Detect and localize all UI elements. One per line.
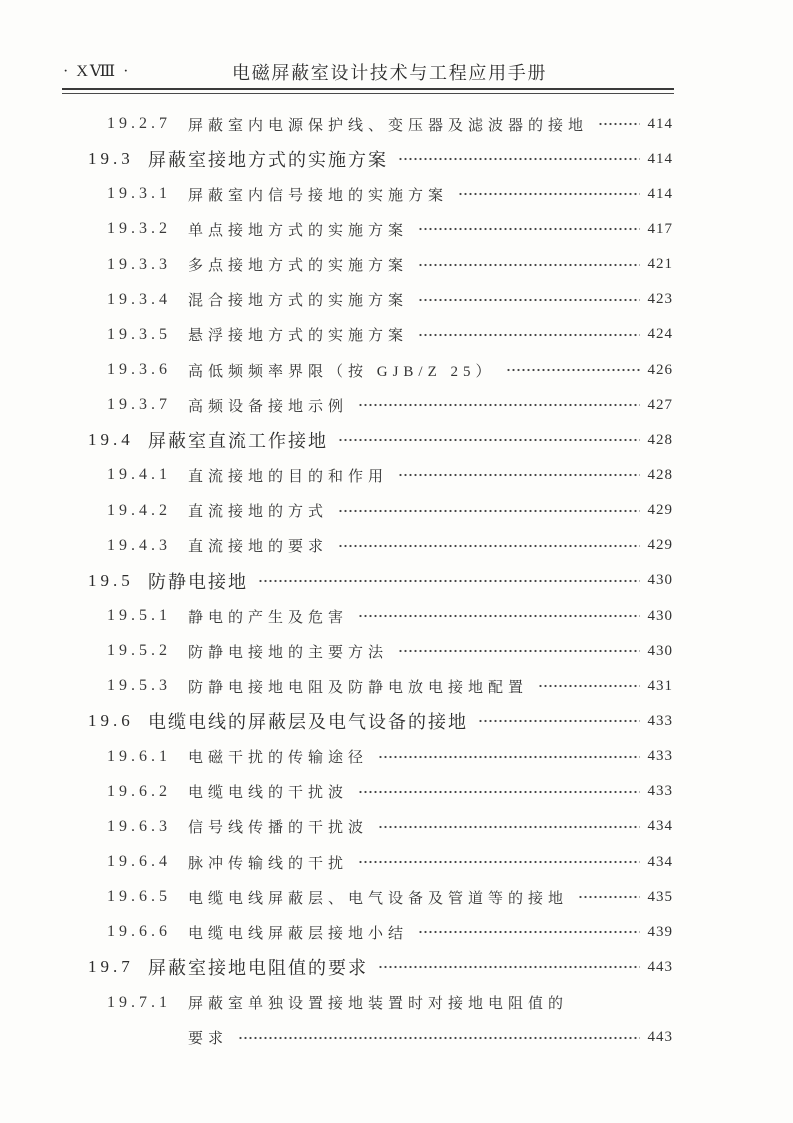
header-rule <box>62 88 674 90</box>
entry-title: 高低频频率界限（按 GJB/Z 25） <box>188 363 496 380</box>
toc-entry <box>0 107 793 142</box>
toc-entry <box>0 598 793 633</box>
entry-page-number: 433 <box>647 712 673 729</box>
entry-number: 19.5.3 <box>107 677 171 695</box>
entry-page-number: 435 <box>647 888 673 905</box>
dot-leader <box>598 121 639 127</box>
dot-leader <box>398 472 639 478</box>
dot-leader <box>358 789 639 795</box>
dot-leader <box>538 683 639 689</box>
dot-leader <box>478 718 640 724</box>
toc-entry <box>0 774 793 809</box>
dot-leader <box>418 262 639 268</box>
toc-entry <box>0 634 793 669</box>
toc-entry <box>0 528 793 563</box>
entry-title: 静电的产生及危害 <box>188 609 349 626</box>
entry-page-number: 439 <box>647 923 673 940</box>
entry-number: 19.2.7 <box>107 115 171 133</box>
entry-page-number: 428 <box>647 466 673 483</box>
entry-page-number: 414 <box>647 115 673 132</box>
toc-entry <box>0 985 793 1020</box>
dot-leader <box>358 613 639 619</box>
entry-number: 19.5.2 <box>107 642 171 660</box>
entry-number: 19.6.2 <box>107 782 171 800</box>
entry-number: 19.3.6 <box>107 361 171 379</box>
dot-leader <box>418 297 639 303</box>
dot-leader <box>258 578 640 584</box>
entry-page-number: 431 <box>647 677 673 694</box>
entry-page-number: 434 <box>647 853 673 870</box>
toc-entry <box>0 247 793 282</box>
entry-page-number: 443 <box>647 958 673 975</box>
entry-title: 单点接地方式的实施方案 <box>188 222 409 239</box>
toc-entry-continued <box>0 1020 793 1055</box>
dot-leader <box>398 648 639 654</box>
entry-number: 19.3.4 <box>107 290 171 308</box>
dot-leader <box>378 824 639 830</box>
entry-number: 19.4.3 <box>107 536 171 554</box>
entry-number: 19.6 <box>88 711 134 731</box>
dot-leader <box>358 402 639 408</box>
entry-title: 直流接地的方式 <box>188 504 329 521</box>
entry-title: 要求 <box>188 1031 229 1048</box>
entry-number: 19.3.7 <box>107 396 171 414</box>
entry-number: 19.4.1 <box>107 466 171 484</box>
toc-entry <box>0 212 793 247</box>
entry-page-number: 429 <box>647 502 673 519</box>
entry-number: 19.7.1 <box>107 993 171 1011</box>
entry-title: 电缆电线屏蔽层、电气设备及管道等的接地 <box>188 890 569 907</box>
entry-page-number: 423 <box>647 291 673 308</box>
toc-entry <box>0 388 793 423</box>
entry-title: 屏蔽室接地方式的实施方案 <box>148 150 388 171</box>
entry-page-number: 426 <box>647 361 673 378</box>
dot-leader <box>418 332 639 338</box>
entry-number: 19.6.4 <box>107 853 171 871</box>
entry-title: 屏蔽室内电源保护线、变压器及滤波器的接地 <box>188 117 589 134</box>
entry-number: 19.3.5 <box>107 325 171 343</box>
entry-number: 19.5 <box>88 570 134 590</box>
toc-entry <box>0 915 793 950</box>
toc-entry <box>0 142 793 177</box>
entry-page-number: 424 <box>647 326 673 343</box>
entry-title: 防静电接地 <box>148 571 248 592</box>
toc-entry <box>0 739 793 774</box>
dot-leader <box>238 1035 639 1041</box>
entry-title: 防静电接地的主要方法 <box>188 644 389 661</box>
entry-title: 电磁干扰的传输途径 <box>188 750 369 767</box>
page-number-mark: · XⅧ · <box>63 63 131 80</box>
entry-title: 屏蔽室直流工作接地 <box>148 431 328 452</box>
entry-title: 高频设备接地示例 <box>188 398 349 415</box>
entry-page-number: 430 <box>647 607 673 624</box>
dot-leader <box>578 894 639 900</box>
dot-leader <box>398 156 640 162</box>
toc-entry <box>0 809 793 844</box>
entry-number: 19.6.5 <box>107 888 171 906</box>
entry-number: 19.6.3 <box>107 817 171 835</box>
entry-title: 多点接地方式的实施方案 <box>188 258 409 275</box>
entry-number: 19.3 <box>88 149 134 169</box>
entry-title: 电缆电线的干扰波 <box>188 785 349 802</box>
running-header-title: 电磁屏蔽室设计技术与工程应用手册 <box>232 63 548 83</box>
toc-entry <box>0 880 793 915</box>
dot-leader <box>418 226 639 232</box>
entry-title: 屏蔽室接地电阻值的要求 <box>148 958 368 979</box>
toc-entry <box>0 352 793 387</box>
toc-entry <box>0 177 793 212</box>
entry-number: 19.3.2 <box>107 220 171 238</box>
dot-leader <box>378 964 640 970</box>
entry-number: 19.3.3 <box>107 255 171 273</box>
entry-title: 悬浮接地方式的实施方案 <box>188 328 409 345</box>
entry-title: 屏蔽室单独设置接地装置时对接地电阻值的 <box>188 996 569 1013</box>
toc-entry <box>0 844 793 879</box>
entry-page-number: 433 <box>647 783 673 800</box>
dot-leader <box>338 543 639 549</box>
entry-page-number: 430 <box>647 572 673 589</box>
toc-entry <box>0 458 793 493</box>
entry-number: 19.5.1 <box>107 607 171 625</box>
toc-entry <box>0 282 793 317</box>
entry-number: 19.6.6 <box>107 923 171 941</box>
entry-number: 19.3.1 <box>107 185 171 203</box>
entry-title: 屏蔽室内信号接地的实施方案 <box>188 187 449 204</box>
toc-entry <box>0 317 793 352</box>
entry-page-number: 414 <box>647 185 673 202</box>
entry-page-number: 433 <box>647 748 673 765</box>
header-rule <box>62 93 674 94</box>
entry-page-number: 430 <box>647 642 673 659</box>
entry-page-number: 427 <box>647 396 673 413</box>
entry-title: 直流接地的要求 <box>188 539 329 556</box>
entry-title: 电缆电线的屏蔽层及电气设备的接地 <box>148 712 468 733</box>
entry-title: 直流接地的目的和作用 <box>188 468 389 485</box>
entry-number: 19.4 <box>88 430 134 450</box>
toc-entry <box>0 423 793 458</box>
entry-page-number: 414 <box>647 150 673 167</box>
toc-entry <box>0 669 793 704</box>
entry-page-number: 429 <box>647 537 673 554</box>
toc-entry <box>0 563 793 598</box>
dot-leader <box>418 929 639 935</box>
dot-leader <box>338 437 640 443</box>
entry-number: 19.7 <box>88 957 134 977</box>
entry-title: 电缆电线屏蔽层接地小结 <box>188 925 409 942</box>
entry-title: 信号线传播的干扰波 <box>188 820 369 837</box>
entry-page-number: 421 <box>647 256 673 273</box>
dot-leader <box>358 859 639 865</box>
entry-page-number: 434 <box>647 818 673 835</box>
dot-leader <box>338 508 639 514</box>
entry-title: 混合接地方式的实施方案 <box>188 293 409 310</box>
toc-entry <box>0 704 793 739</box>
entry-title: 脉冲传输线的干扰 <box>188 855 349 872</box>
entry-number: 19.6.1 <box>107 747 171 765</box>
toc-entry <box>0 493 793 528</box>
dot-leader <box>506 367 640 373</box>
entry-number: 19.4.2 <box>107 501 171 519</box>
entry-page-number: 428 <box>647 431 673 448</box>
dot-leader <box>378 754 639 760</box>
dot-leader <box>458 191 639 197</box>
entry-title: 防静电接地电阻及防静电放电接地配置 <box>188 679 529 696</box>
table-of-contents <box>0 107 793 1056</box>
entry-page-number: 417 <box>647 220 673 237</box>
entry-page-number: 443 <box>647 1029 673 1046</box>
toc-entry <box>0 950 793 985</box>
